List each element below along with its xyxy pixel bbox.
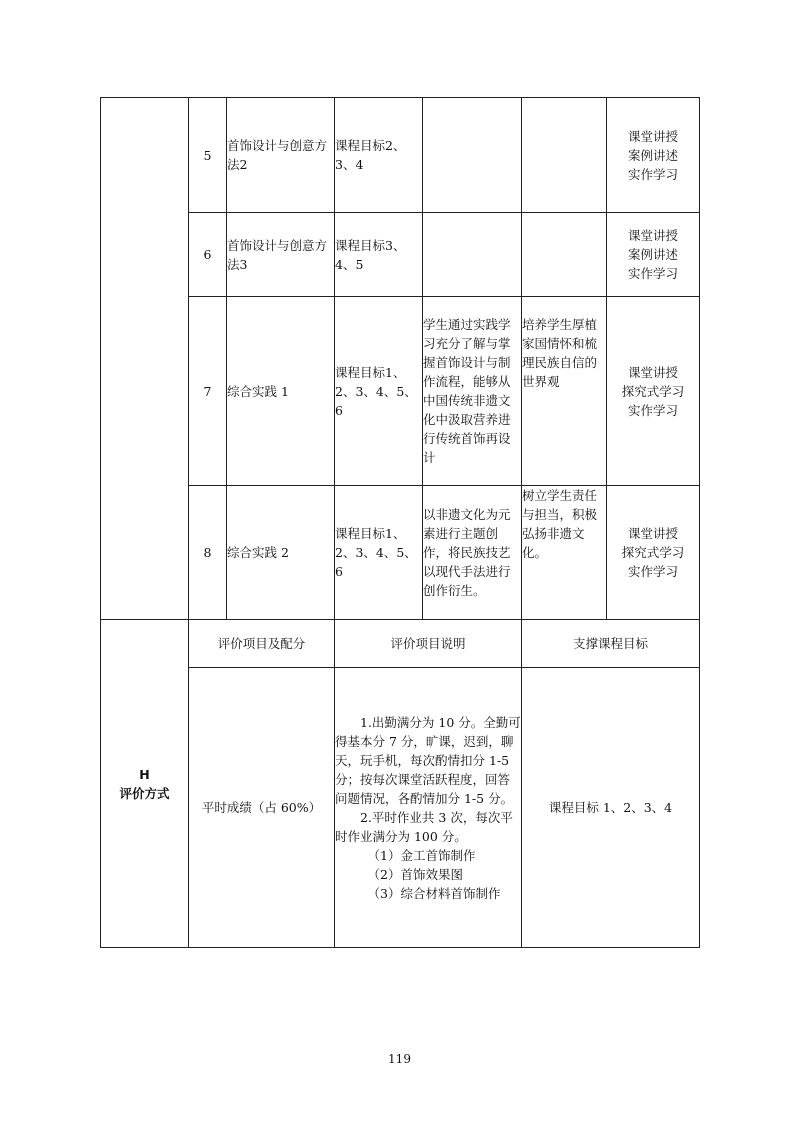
row-objective: 课程目标1、2、3、4、5、6 (335, 486, 423, 620)
header-evaluation-desc: 评价项目说明 (335, 620, 522, 668)
row-ideology: 树立学生责任与担当，积极弘扬非遗文化。 (522, 486, 607, 620)
row-ideology: 培养学生厚植家国情怀和梳理民族自信的世界观 (522, 297, 607, 486)
row-content (423, 213, 522, 297)
method-item: 课堂讲授 (627, 526, 678, 541)
left-blank-cell (101, 98, 189, 620)
desc-subitem: （1）金工首饰制作 (367, 847, 476, 863)
row-objective: 课程目标3、4、5 (335, 213, 423, 297)
row-content (423, 98, 522, 213)
evaluation-row (101, 668, 700, 948)
section-title: 评价方式 (119, 785, 170, 801)
row-methods (607, 297, 700, 486)
method-item: 探究式学习 (621, 383, 685, 399)
method-item: 案例讲述 (627, 147, 678, 163)
method-item: 探究式学习 (621, 545, 685, 560)
method-item: 课堂讲授 (627, 128, 678, 144)
row-number: 6 (189, 213, 227, 297)
row-number: 8 (189, 486, 227, 620)
row-methods (607, 98, 700, 213)
evaluation-item: 平时成绩（占 60%） (189, 668, 335, 948)
row-title: 综合实践 1 (227, 297, 335, 486)
table-row (101, 297, 700, 486)
method-item: 案例讲述 (627, 247, 678, 262)
row-title: 首饰设计与创意方法2 (227, 98, 335, 213)
table-row (101, 213, 700, 297)
page-number: 119 (388, 1052, 411, 1066)
row-content: 以非遗文化为元素进行主题创作，将民族技艺以现代手法进行创作衍生。 (423, 486, 522, 620)
header-supported-target: 支撑课程目标 (522, 620, 700, 668)
row-methods (607, 486, 700, 620)
row-methods (607, 213, 700, 297)
table-row (101, 98, 700, 213)
evaluation-section-label (101, 620, 189, 948)
row-content: 学生通过实践学习充分了解与掌握首饰设计与制作流程，能够从中国传统非遗文化中汲取营养进行传统首饰再设计 (423, 297, 522, 486)
row-objective: 课程目标2、3、4 (335, 98, 423, 213)
row-number: 5 (189, 98, 227, 213)
row-title: 综合实践 2 (227, 486, 335, 620)
desc-subitem: （2）首饰效果图 (367, 866, 463, 882)
row-ideology (522, 98, 607, 213)
desc-paragraph: 1.出勤满分为 10 分。全勤可得基本分 7 分，旷课，迟到，聊天，玩手机，每次酌情扣分 1-5 分；按每次课堂活跃程度，回答问题情况，各酌情加分 1-5 分。 (335, 714, 521, 806)
evaluation-header-row (101, 620, 700, 668)
desc-paragraph: 2.平时作业共 3 次，每次平时作业满分为 100 分。 (335, 809, 513, 844)
method-item: 课堂讲授 (627, 228, 678, 243)
method-item: 实作学习 (627, 166, 678, 182)
header-evaluation-item: 评价项目及配分 (189, 620, 335, 668)
table-row (101, 486, 700, 620)
method-item: 课堂讲授 (627, 364, 678, 380)
method-item: 实作学习 (627, 564, 678, 579)
desc-subitem: （3）综合材料首饰制作 (367, 885, 501, 901)
method-item: 实作学习 (627, 402, 678, 418)
course-table (100, 97, 700, 948)
row-objective: 课程目标1、2、3、4、5、6 (335, 297, 423, 486)
section-code: H (139, 766, 150, 782)
evaluation-target: 课程目标 1、2、3、4 (522, 668, 700, 948)
evaluation-description (335, 668, 522, 948)
method-item: 实作学习 (627, 266, 678, 281)
row-number: 7 (189, 297, 227, 486)
row-title: 首饰设计与创意方法3 (227, 213, 335, 297)
row-ideology (522, 213, 607, 297)
